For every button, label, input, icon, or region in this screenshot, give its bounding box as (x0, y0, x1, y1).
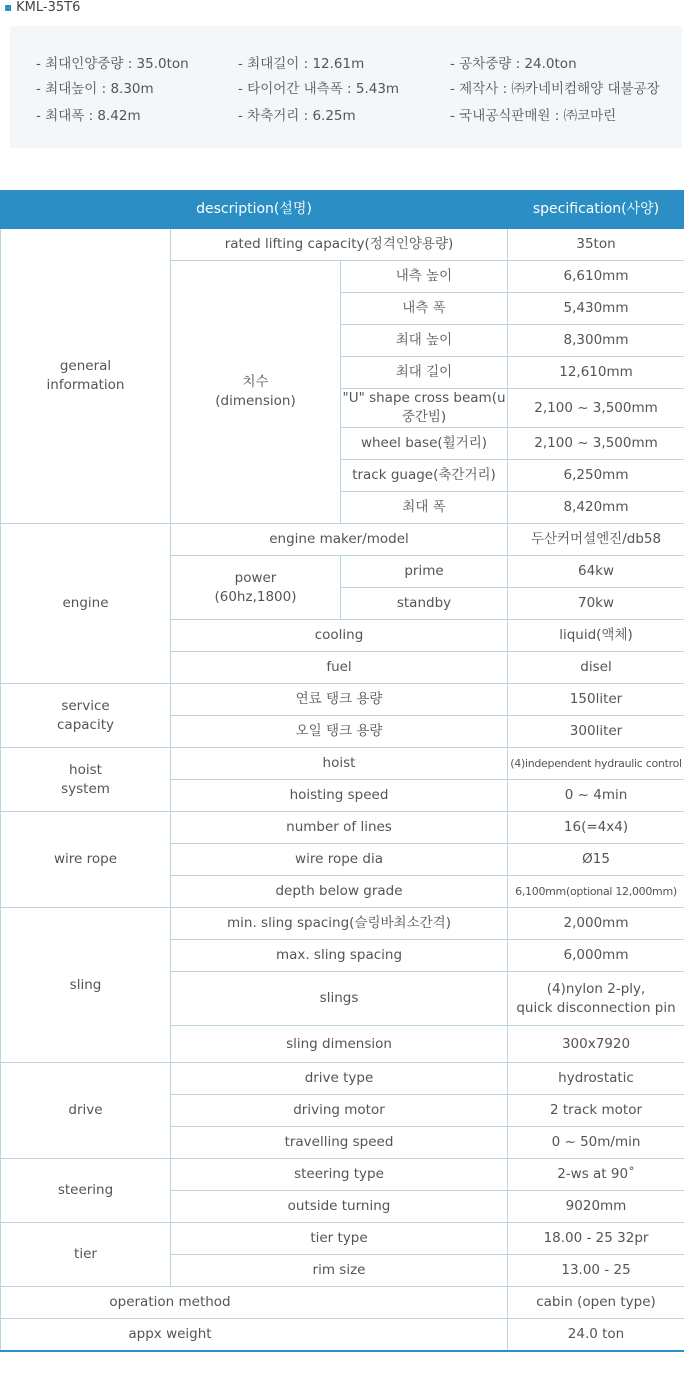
summary-item: - 제작사 : ㈜카네비컴해양 대불공장 (450, 81, 660, 97)
row-value: 2 track motor (508, 1095, 684, 1127)
row-label: sling dimension (171, 1026, 508, 1063)
row-label: number of lines (171, 812, 508, 844)
row-value: 13.00 - 25 (508, 1255, 684, 1287)
row-value: 2-ws at 90˚ (508, 1159, 684, 1191)
row-value: 18.00 - 25 32pr (508, 1223, 684, 1255)
row-label: 오일 탱크 용량 (171, 716, 508, 748)
table-row (1, 524, 684, 556)
row-label: 내측 폭 (341, 293, 508, 325)
row-value: 6,610mm (508, 261, 684, 293)
row-value: 64kw (508, 556, 684, 588)
row-value: liquid(액체) (508, 620, 684, 652)
subgroup-dimension: 치수 (dimension) (171, 261, 341, 524)
table-header-row (1, 191, 684, 229)
row-value: (4)independent hydraulic control (508, 748, 684, 780)
subgroup-power: power (60hz,1800) (171, 556, 341, 620)
group-service: service capacity (1, 684, 171, 748)
row-label: 최대 높이 (341, 325, 508, 357)
row-label: operation method (1, 1287, 508, 1319)
row-label: travelling speed (171, 1127, 508, 1159)
row-label: cooling (171, 620, 508, 652)
row-value: 300liter (508, 716, 684, 748)
summary-item: - 공차중량 : 24.0ton (450, 56, 577, 72)
summary-item: - 차축거리 : 6.25m (238, 108, 356, 124)
group-general: general information (1, 229, 171, 524)
row-value: 150liter (508, 684, 684, 716)
summary-item: - 최대인양중량 : 35.0ton (36, 56, 189, 72)
row-value: 0 ~ 50m/min (508, 1127, 684, 1159)
header-description: description(설명) (1, 191, 508, 229)
table-row (1, 748, 684, 780)
row-value: 6,250mm (508, 460, 684, 492)
header-specification: specification(사양) (508, 191, 684, 229)
row-label: track guage(축간거리) (341, 460, 508, 492)
row-value: cabin (open type) (508, 1287, 684, 1319)
table-row (1, 812, 684, 844)
row-value: 70kw (508, 588, 684, 620)
row-label: drive type (171, 1063, 508, 1095)
table-row (1, 1287, 684, 1319)
summary-box (10, 26, 682, 148)
group-tier: tier (1, 1223, 171, 1287)
row-label: 최대 길이 (341, 357, 508, 389)
summary-item: - 타이어간 내측폭 : 5.43m (238, 81, 400, 97)
row-label: wire rope dia (171, 844, 508, 876)
bullet-icon: ▪ (4, 0, 13, 14)
row-value: 0 ~ 4min (508, 780, 684, 812)
summary-item: - 최대폭 : 8.42m (36, 108, 141, 124)
row-label: depth below grade (171, 876, 508, 908)
row-label: 내측 높이 (341, 261, 508, 293)
row-value: 35ton (508, 229, 684, 261)
row-label: tier type (171, 1223, 508, 1255)
table-row (1, 1159, 684, 1191)
row-label: standby (341, 588, 508, 620)
row-value: 2,100 ~ 3,500mm (508, 428, 684, 460)
row-value: 2,000mm (508, 908, 684, 940)
row-label: 연료 탱크 용량 (171, 684, 508, 716)
row-value: 6,100mm(optional 12,000mm) (508, 876, 684, 908)
row-label: wheel base(휠거리) (341, 428, 508, 460)
model-title: ▪ KML-35T6 (4, 0, 81, 15)
table-row (1, 1319, 684, 1352)
row-value: Ø15 (508, 844, 684, 876)
row-value: 8,300mm (508, 325, 684, 357)
group-hoist: hoist system (1, 748, 171, 812)
row-value: 300x7920 (508, 1026, 684, 1063)
spec-table (0, 190, 684, 1352)
slings-value-line: (4)nylon 2-ply, (546, 980, 646, 997)
row-value: hydrostatic (508, 1063, 684, 1095)
summary-item: - 최대길이 : 12.61m (238, 56, 365, 72)
row-label: hoist (171, 748, 508, 780)
row-label: prime (341, 556, 508, 588)
row-value: 12,610mm (508, 357, 684, 389)
row-value: 8,420mm (508, 492, 684, 524)
row-label: min. sling spacing(슬링바최소간격) (171, 908, 508, 940)
group-wire-rope: wire rope (1, 812, 171, 908)
slings-value-line: quick disconnection pin (516, 999, 676, 1016)
row-label: driving motor (171, 1095, 508, 1127)
table-row (1, 229, 684, 261)
summary-item: - 최대높이 : 8.30m (36, 81, 154, 97)
table-row (1, 1223, 684, 1255)
row-value (508, 972, 684, 1026)
row-value: 5,430mm (508, 293, 684, 325)
summary-item: - 국내공식판매원 : ㈜코마린 (450, 108, 617, 124)
group-sling: sling (1, 908, 171, 1063)
row-label: "U" shape cross beam(u중간빔) (341, 389, 508, 428)
row-value: 16(=4x4) (508, 812, 684, 844)
row-value: 9020mm (508, 1191, 684, 1223)
row-label: slings (171, 972, 508, 1026)
group-steering: steering (1, 1159, 171, 1223)
row-label: fuel (171, 652, 508, 684)
row-label: appx weight (1, 1319, 508, 1352)
row-label: 최대 폭 (341, 492, 508, 524)
table-row (1, 684, 684, 716)
row-label: steering type (171, 1159, 508, 1191)
row-value: 2,100 ~ 3,500mm (508, 389, 684, 428)
group-engine: engine (1, 524, 171, 684)
row-value: 6,000mm (508, 940, 684, 972)
row-label: hoisting speed (171, 780, 508, 812)
group-drive: drive (1, 1063, 171, 1159)
row-label: max. sling spacing (171, 940, 508, 972)
row-label: outside turning (171, 1191, 508, 1223)
table-row (1, 908, 684, 940)
row-label: engine maker/model (171, 524, 508, 556)
row-value: disel (508, 652, 684, 684)
row-label: rim size (171, 1255, 508, 1287)
row-value: 두산커머셜엔진/db58 (508, 524, 684, 556)
row-value: 24.0 ton (508, 1319, 684, 1352)
table-row (1, 1063, 684, 1095)
row-label: rated lifting capacity(정격인양용량) (171, 229, 508, 261)
